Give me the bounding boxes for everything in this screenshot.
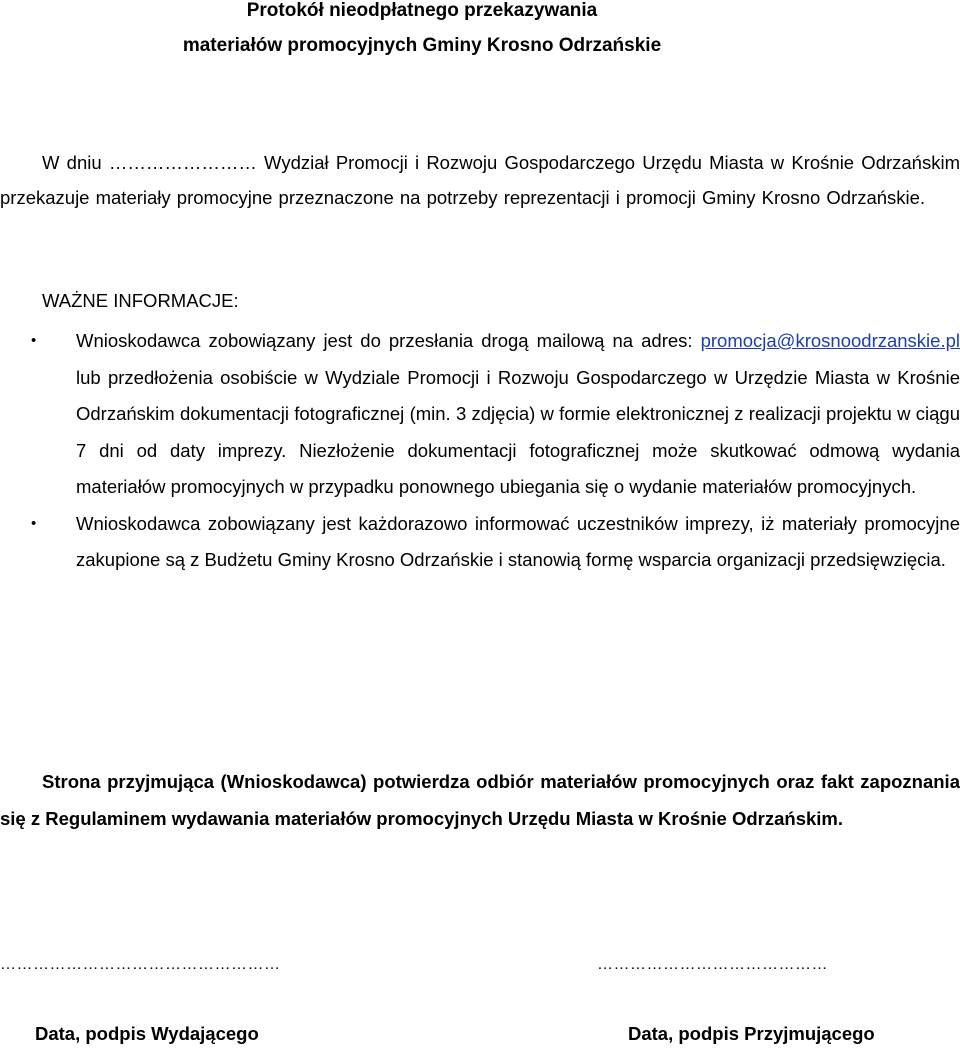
- important-heading: WAŻNE INFORMACJE:: [42, 290, 239, 311]
- intro-paragraph: [0, 145, 960, 215]
- item1-text-after-email: lub przedłożenia osobiście w Wydziale Promocji i Rozwoju Gospodarczego w Urzędzie Miasta w Krośnie Odrzańskim dokumentacji fotograficznej (min. 3 zdjęcia) w formie elektronicznej z realizacji projektu w ciągu 7 dni od daty imprezy. Niezłożenie dokumentacji fotograficznej może skutkować odmową wydania materiałów promocyjnych w przypadku ponownego ubiegania się o wydanie materiałów promocyjnych.: [76, 366, 960, 497]
- signature-line-recipient: ……………………………………: [597, 956, 828, 973]
- bullet-icon: •: [31, 514, 37, 532]
- document-title-line-1: Protokół nieodpłatnego przekazywania: [246, 0, 598, 21]
- list-item-inform-participants: [0, 506, 960, 579]
- signature-label-issuer: Data, podpis Wydającego: [35, 1023, 259, 1044]
- important-info-list: [0, 323, 960, 579]
- email-link[interactable]: promocja@krosnoodrzanskie.pl: [700, 330, 960, 351]
- item1-text-before-email: Wnioskodawca zobowiązany jest do przesłania drogą mailową na adres:: [76, 330, 701, 351]
- intro-text: W dniu …………………… Wydział Promocji i Rozwoju Gospodarczego Urzędu Miasta w Krośnie Odrzańskim przekazuje materiały promocyjne przeznaczone na potrzeby reprezentacji i promocji Gminy Krosno Odrzańskie.: [0, 152, 960, 208]
- confirmation-paragraph: [0, 763, 960, 837]
- signature-line-issuer: ……………………………………………: [0, 956, 281, 973]
- confirmation-text: Strona przyjmująca (Wnioskodawca) potwierdza odbiór materiałów promocyjnych oraz fakt zapoznania się z Regulaminem wydawania materiałów promocyjnych Urzędu Miasta w Krośnie Odrzańskim.: [0, 771, 960, 829]
- document-title-line-2: materiałów promocyjnych Gminy Krosno Odrzańskie: [182, 35, 662, 56]
- bullet-icon: •: [31, 332, 37, 349]
- signature-label-recipient: Data, podpis Przyjmującego: [628, 1023, 875, 1044]
- item2-text: Wnioskodawca zobowiązany jest każdorazowo informować uczestników imprezy, iż materiały promocyjne zakupione są z Budżetu Gminy Krosno Odrzańskie i stanowią formę wsparcia organizacji przedsięwzięcia.: [76, 512, 960, 570]
- list-item-documentation: [0, 323, 960, 506]
